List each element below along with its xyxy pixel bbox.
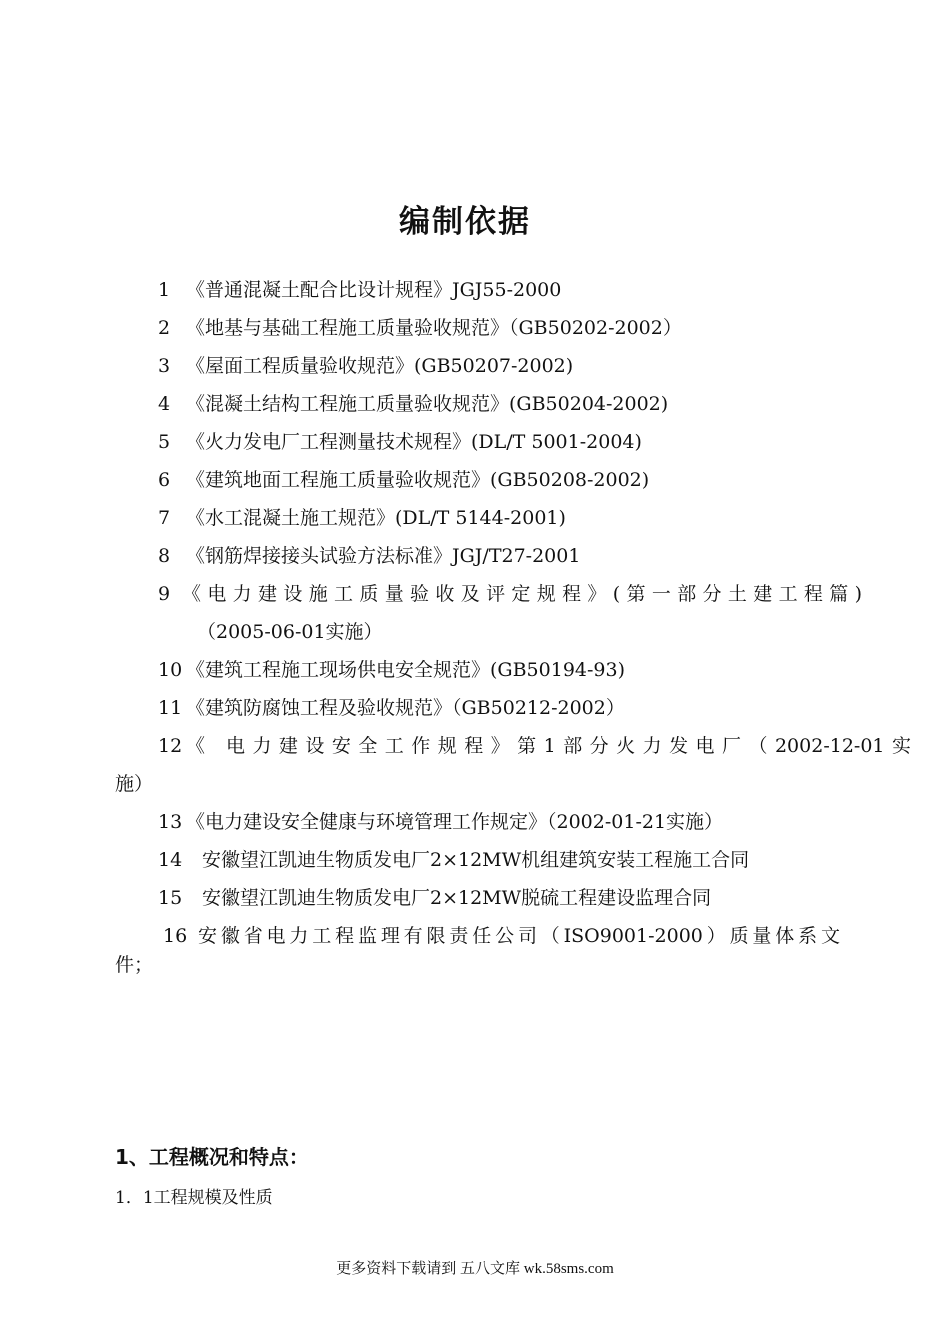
reference-text: 《地基与基础工程施工质量验收规范》（GB50202-2002） xyxy=(186,317,682,339)
reference-text: 《水工混凝土施工规范》(DL/T 5144-2001) xyxy=(186,507,566,529)
reference-number: 15 xyxy=(158,887,183,909)
reference-text: 《建筑防腐蚀工程及验收规范》（GB50212-2002） xyxy=(186,697,625,719)
reference-item xyxy=(158,429,642,455)
reference-number: 7 xyxy=(158,507,171,529)
reference-item xyxy=(158,581,862,607)
reference-continuation: 施） xyxy=(115,773,154,795)
reference-number: 1 xyxy=(158,279,171,301)
reference-number: 11 xyxy=(158,697,183,719)
reference-number: 4 xyxy=(158,393,171,415)
reference-item xyxy=(158,543,580,569)
reference-item xyxy=(158,847,749,873)
reference-number: 6 xyxy=(158,469,171,491)
reference-text: 《建筑工程施工现场供电安全规范》(GB50194-93) xyxy=(186,659,626,681)
reference-text: 安徽望江凯迪生物质发电厂2×12MW机组建筑安装工程施工合同 xyxy=(202,849,750,871)
reference-number: 2 xyxy=(158,317,171,339)
reference-item xyxy=(158,809,723,835)
reference-number: 14 xyxy=(158,849,183,871)
reference-number: 16 xyxy=(163,925,188,947)
reference-number: 8 xyxy=(158,545,171,567)
reference-item xyxy=(158,315,682,341)
subsection-heading: 1．1工程规模及性质 xyxy=(115,1188,273,1208)
reference-item xyxy=(163,923,840,949)
reference-number: 5 xyxy=(158,431,171,453)
reference-item xyxy=(158,657,625,683)
reference-item xyxy=(158,391,668,417)
reference-text: 《建筑地面工程施工质量验收规范》(GB50208-2002) xyxy=(186,469,650,491)
reference-number: 12 xyxy=(158,735,183,757)
reference-number: 13 xyxy=(158,811,183,833)
reference-item xyxy=(158,353,573,379)
reference-item xyxy=(158,695,625,721)
reference-item xyxy=(158,277,561,303)
reference-text: 安徽望江凯迪生物质发电厂2×12MW脱硫工程建设监理合同 xyxy=(202,887,712,909)
reference-text: 安徽省电力工程监理有限责任公司（ISO9001-2000）质量体系文 xyxy=(198,925,840,947)
reference-number: 9 xyxy=(158,583,171,605)
reference-continuation: 件； xyxy=(115,954,154,976)
reference-text: 《屋面工程质量验收规范》(GB50207-2002) xyxy=(186,355,574,377)
reference-text: 《电力建设安全健康与环境管理工作规定》（2002-01-21实施） xyxy=(186,811,724,833)
reference-item xyxy=(158,505,566,531)
reference-text: 《火力发电厂工程测量技术规程》(DL/T 5001-2004) xyxy=(186,431,642,453)
reference-text: 《钢筋焊接接头试验方法标准》JGJ/T27-2001 xyxy=(186,545,581,567)
reference-number: 3 xyxy=(158,355,171,377)
reference-text: 《混凝土结构工程施工质量验收规范》(GB50204-2002) xyxy=(186,393,669,415)
section-heading: 1、工程概况和特点： xyxy=(115,1145,309,1169)
reference-item xyxy=(158,733,911,759)
reference-text: 《 电力建设安全工作规程》第1部分火力发电厂（2002-12-01实 xyxy=(186,735,911,757)
reference-item xyxy=(158,885,711,911)
page-title: 编制依据 xyxy=(399,204,531,240)
reference-item xyxy=(158,467,649,493)
reference-number: 10 xyxy=(158,659,183,681)
footer-download-note: 更多资料下载请到 五八文库 wk.58sms.com xyxy=(336,1261,614,1277)
reference-text: 《电力建设施工质量验收及评定规程》(第一部分土建工程篇) xyxy=(182,583,862,605)
reference-continuation: （2005-06-01实施） xyxy=(197,621,383,643)
reference-text: 《普通混凝土配合比设计规程》JGJ55-2000 xyxy=(186,279,562,301)
